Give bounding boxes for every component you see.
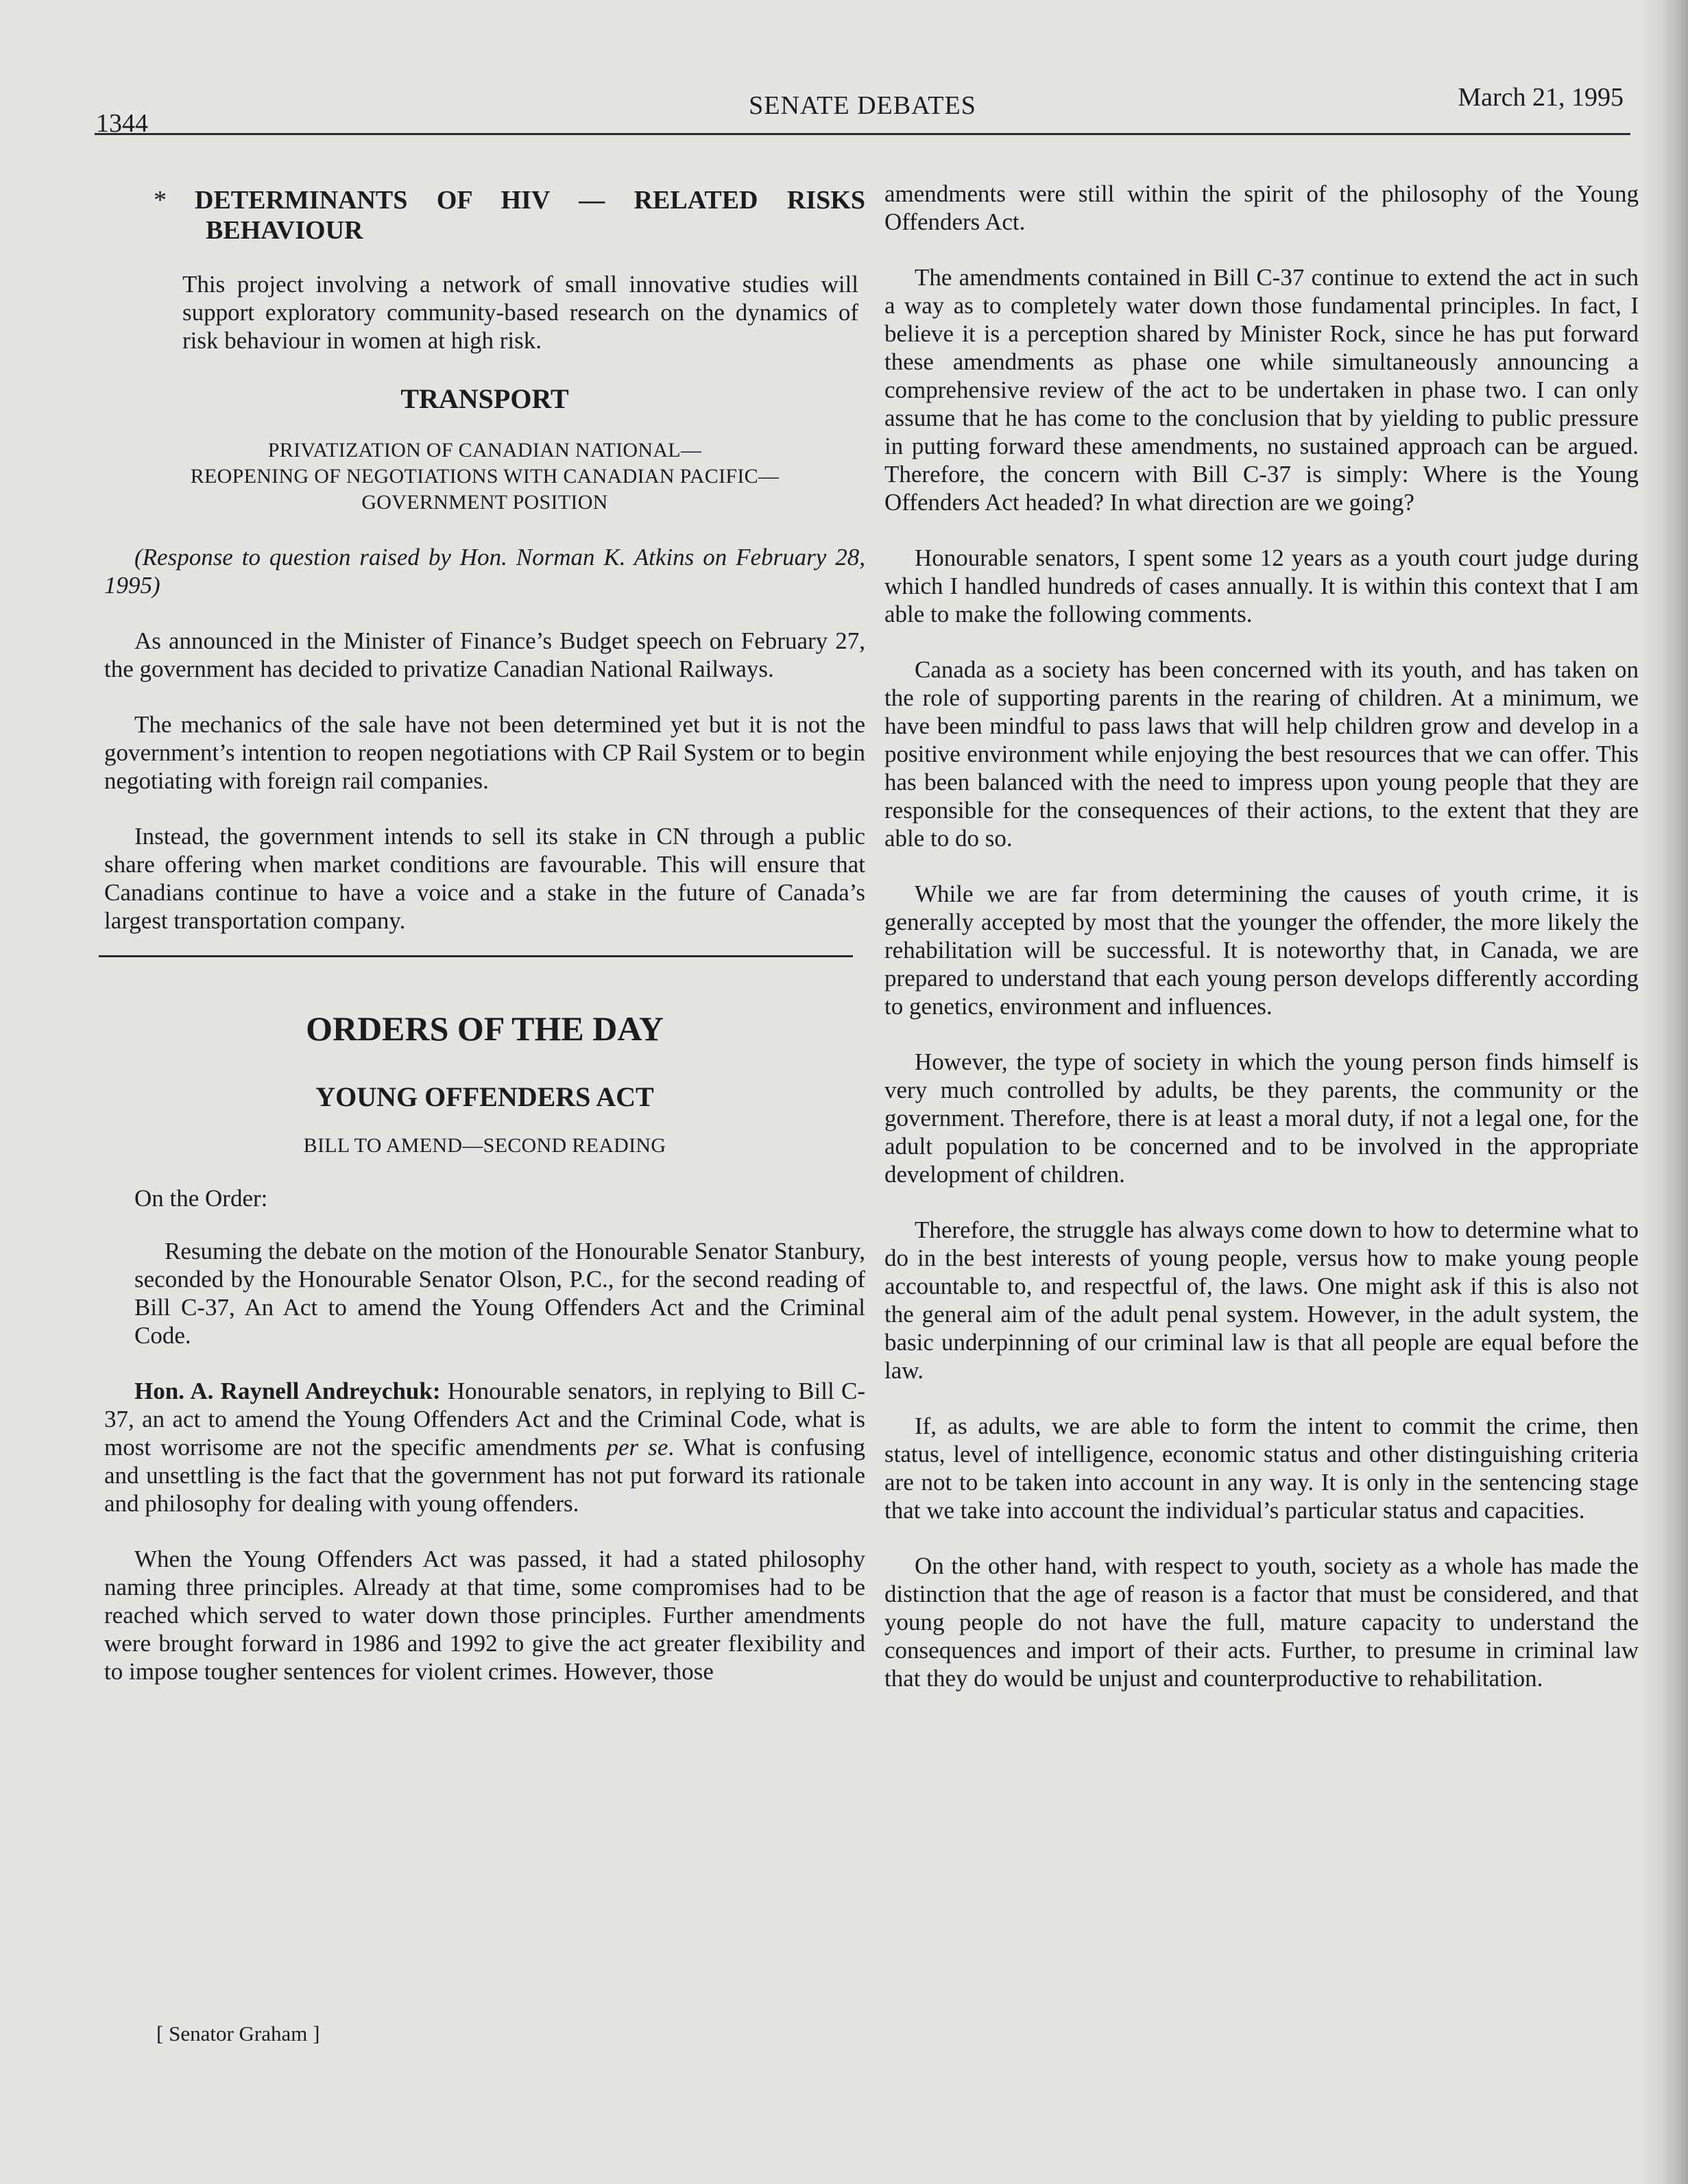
right-paragraph-6: Therefore, the struggle has always come down to how to determine what to do in the best interests of young people, versus how to make young people accountable to, and respectful of, the laws. One might ask if this is also not the general aim of the adult penal system. However, in the adult system, the basic underpinning of our criminal law is that all people are equal before the law. [884,1216,1639,1384]
header-date: March 21, 1995 [1458,83,1624,112]
right-paragraph-7: If, as adults, we are able to form the intent to commit the crime, then status, level of intelligence, economic status and other distinguishing criteria are not to be taken into account in any way. It is only in the sentencing stage that we take into account the individual’s particular status and capacities. [884,1413,1639,1524]
header-rule [95,133,1630,135]
speech-paragraph-2: When the Young Offenders Act was passed, it had a stated philosophy naming three principles. Already at that time, some compromises had to be reached which served to water down those principles. Further amendments were brought forward in 1986 and 1992 to give the act greater flexibility and to impose tougher sentences for violent crimes. However, those [104,1546,865,1685]
bill-subheading: BILL TO AMEND—SECOND READING [303,1134,666,1157]
right-column [884,180,1639,1692]
speaker-name: Hon. A. Raynell Andreychuk: [134,1378,441,1404]
page-header [95,82,1630,137]
speech-paragraph-1 [104,1377,865,1517]
running-title: SENATE DEBATES [749,91,976,120]
order-line: On the Order: [134,1185,268,1212]
left-column [104,185,865,1685]
transport-subheading-line-1: PRIVATIZATION OF CANADIAN NATIONAL— [267,439,702,461]
speech-text-b: . What is confusing and unsettling is the fact that the government has not put forward its rationale and philosophy for dealing with young offenders. [104,1434,865,1517]
right-paragraph-0: amendments were still within the spirit of the philosophy of the Young Offenders Act. [884,180,1639,235]
asterisk-marker: * [154,186,167,215]
right-paragraph-3: Canada as a society has been concerned with its youth, and has taken on the role of supporting parents in the rearing of children. At a minimum, we have been mindful to pass laws that will help children grow and develop in a positive environment while enjoying the best resources that we can offer. This has been balanced with the need to impress upon young people that they are responsible for the consequences of their actions, to the extent that they are able to do so. [884,656,1639,852]
hiv-heading-text: DETERMINANTS OF HIV — RELATED RISKS BEHAVIOUR [195,186,865,245]
hiv-body: This project involving a network of small innovative studies will support exploratory community-based research on the dynamics of risk behaviour in women at high risk. [182,271,858,354]
response-note: (Response to question raised by Hon. Norman K. Atkins on February 28, 1995) [104,544,865,599]
right-paragraph-1: The amendments contained in Bill C-37 continue to extend the act in such a way as to completely water down those fundamental principles. In fact, I believe it is a perception shared by Minister Rock, since he has put forward these amendments as phase one while simultaneously announcing a comprehensive review of the act to be undertaken in phase two. I can only assume that he has come to the conclusion that by yielding to public pressure in putting forward these amendments, no sustained approach can be argued. Therefore, the concern with Bill C-37 is simply: Where is the Young Offenders Act headed? In what direction are we going? [884,264,1639,516]
right-paragraph-8: On the other hand, with respect to youth, society as a whole has made the distinction that the age of reason is a factor that must be considered, and that young people do not have the full, mature capacity to understand the consequences and import of their acts. Further, to presume in criminal law that they do would be unjust and counterproductive to rehabilitation. [884,1552,1639,1692]
transport-paragraph-1: As announced in the Minister of Finance’s Budget speech on February 27, the government has decided to privatize Canadian National Railways. [104,627,865,682]
speech-emphasis: per se [606,1434,668,1461]
page-edge-shadow [1640,0,1688,2184]
right-paragraph-4: While we are far from determining the causes of youth crime, it is generally accepted by most that the younger the offender, the more likely the rehabilitation will be successful. It is noteworthy that, in Canada, we are prepared to understand that each young person develops differently according to genetics, environment and influences. [884,880,1639,1020]
motion-text: Resuming the debate on the motion of the Honourable Senator Stanbury, seconded by the Honourable Senator Olson, P.C., for the second reading of Bill C-37, An Act to amend the Young Offenders Act and the Criminal Code. [134,1238,865,1349]
transport-paragraph-3: Instead, the government intends to sell its stake in CN through a public share offering when market conditions are favourable. This will ensure that Canadians continue to have a voice and a stake in the future of Canada’s largest transportation company. [104,823,865,934]
transport-subheading-line-2: REOPENING OF NEGOTIATIONS WITH CANADIAN PACIFIC— [190,465,780,488]
footer-speaker-tag: [ Senator Graham ] [156,2021,320,2045]
transport-paragraph-2: The mechanics of the sale have not been determined yet but it is not the government’s intention to reopen negotiations with CP Rail System or to begin negotiating with foreign rail companies. [104,711,865,794]
transport-heading: TRANSPORT [400,383,569,414]
page-number: 1344 [96,109,148,138]
orders-of-the-day-heading: ORDERS OF THE DAY [306,1009,664,1048]
right-paragraph-5: However, the type of society in which the young person finds himself is very much controlled by adults, be they parents, the community or the government. Therefore, there is at least a moral duty, if not a legal one, for the adult population to be concerned and to be involved in the appropriate development of children. [884,1048,1639,1188]
transport-subheading [104,437,865,516]
speech-text-a: Honourable senators, in replying to Bill C-37, an act to amend the Young Offenders Act and the Criminal Code, what is most worrisome are not the specific amendments [104,1378,865,1461]
section-divider [99,955,853,957]
hiv-heading [154,185,865,245]
right-paragraph-2: Honourable senators, I spent some 12 years as a youth court judge during which I handled hundreds of cases annually. It is within this context that I am able to make the following comments. [884,544,1639,627]
young-offenders-act-heading: YOUNG OFFENDERS ACT [315,1081,654,1112]
transport-subheading-line-3: GOVERNMENT POSITION [361,491,608,514]
